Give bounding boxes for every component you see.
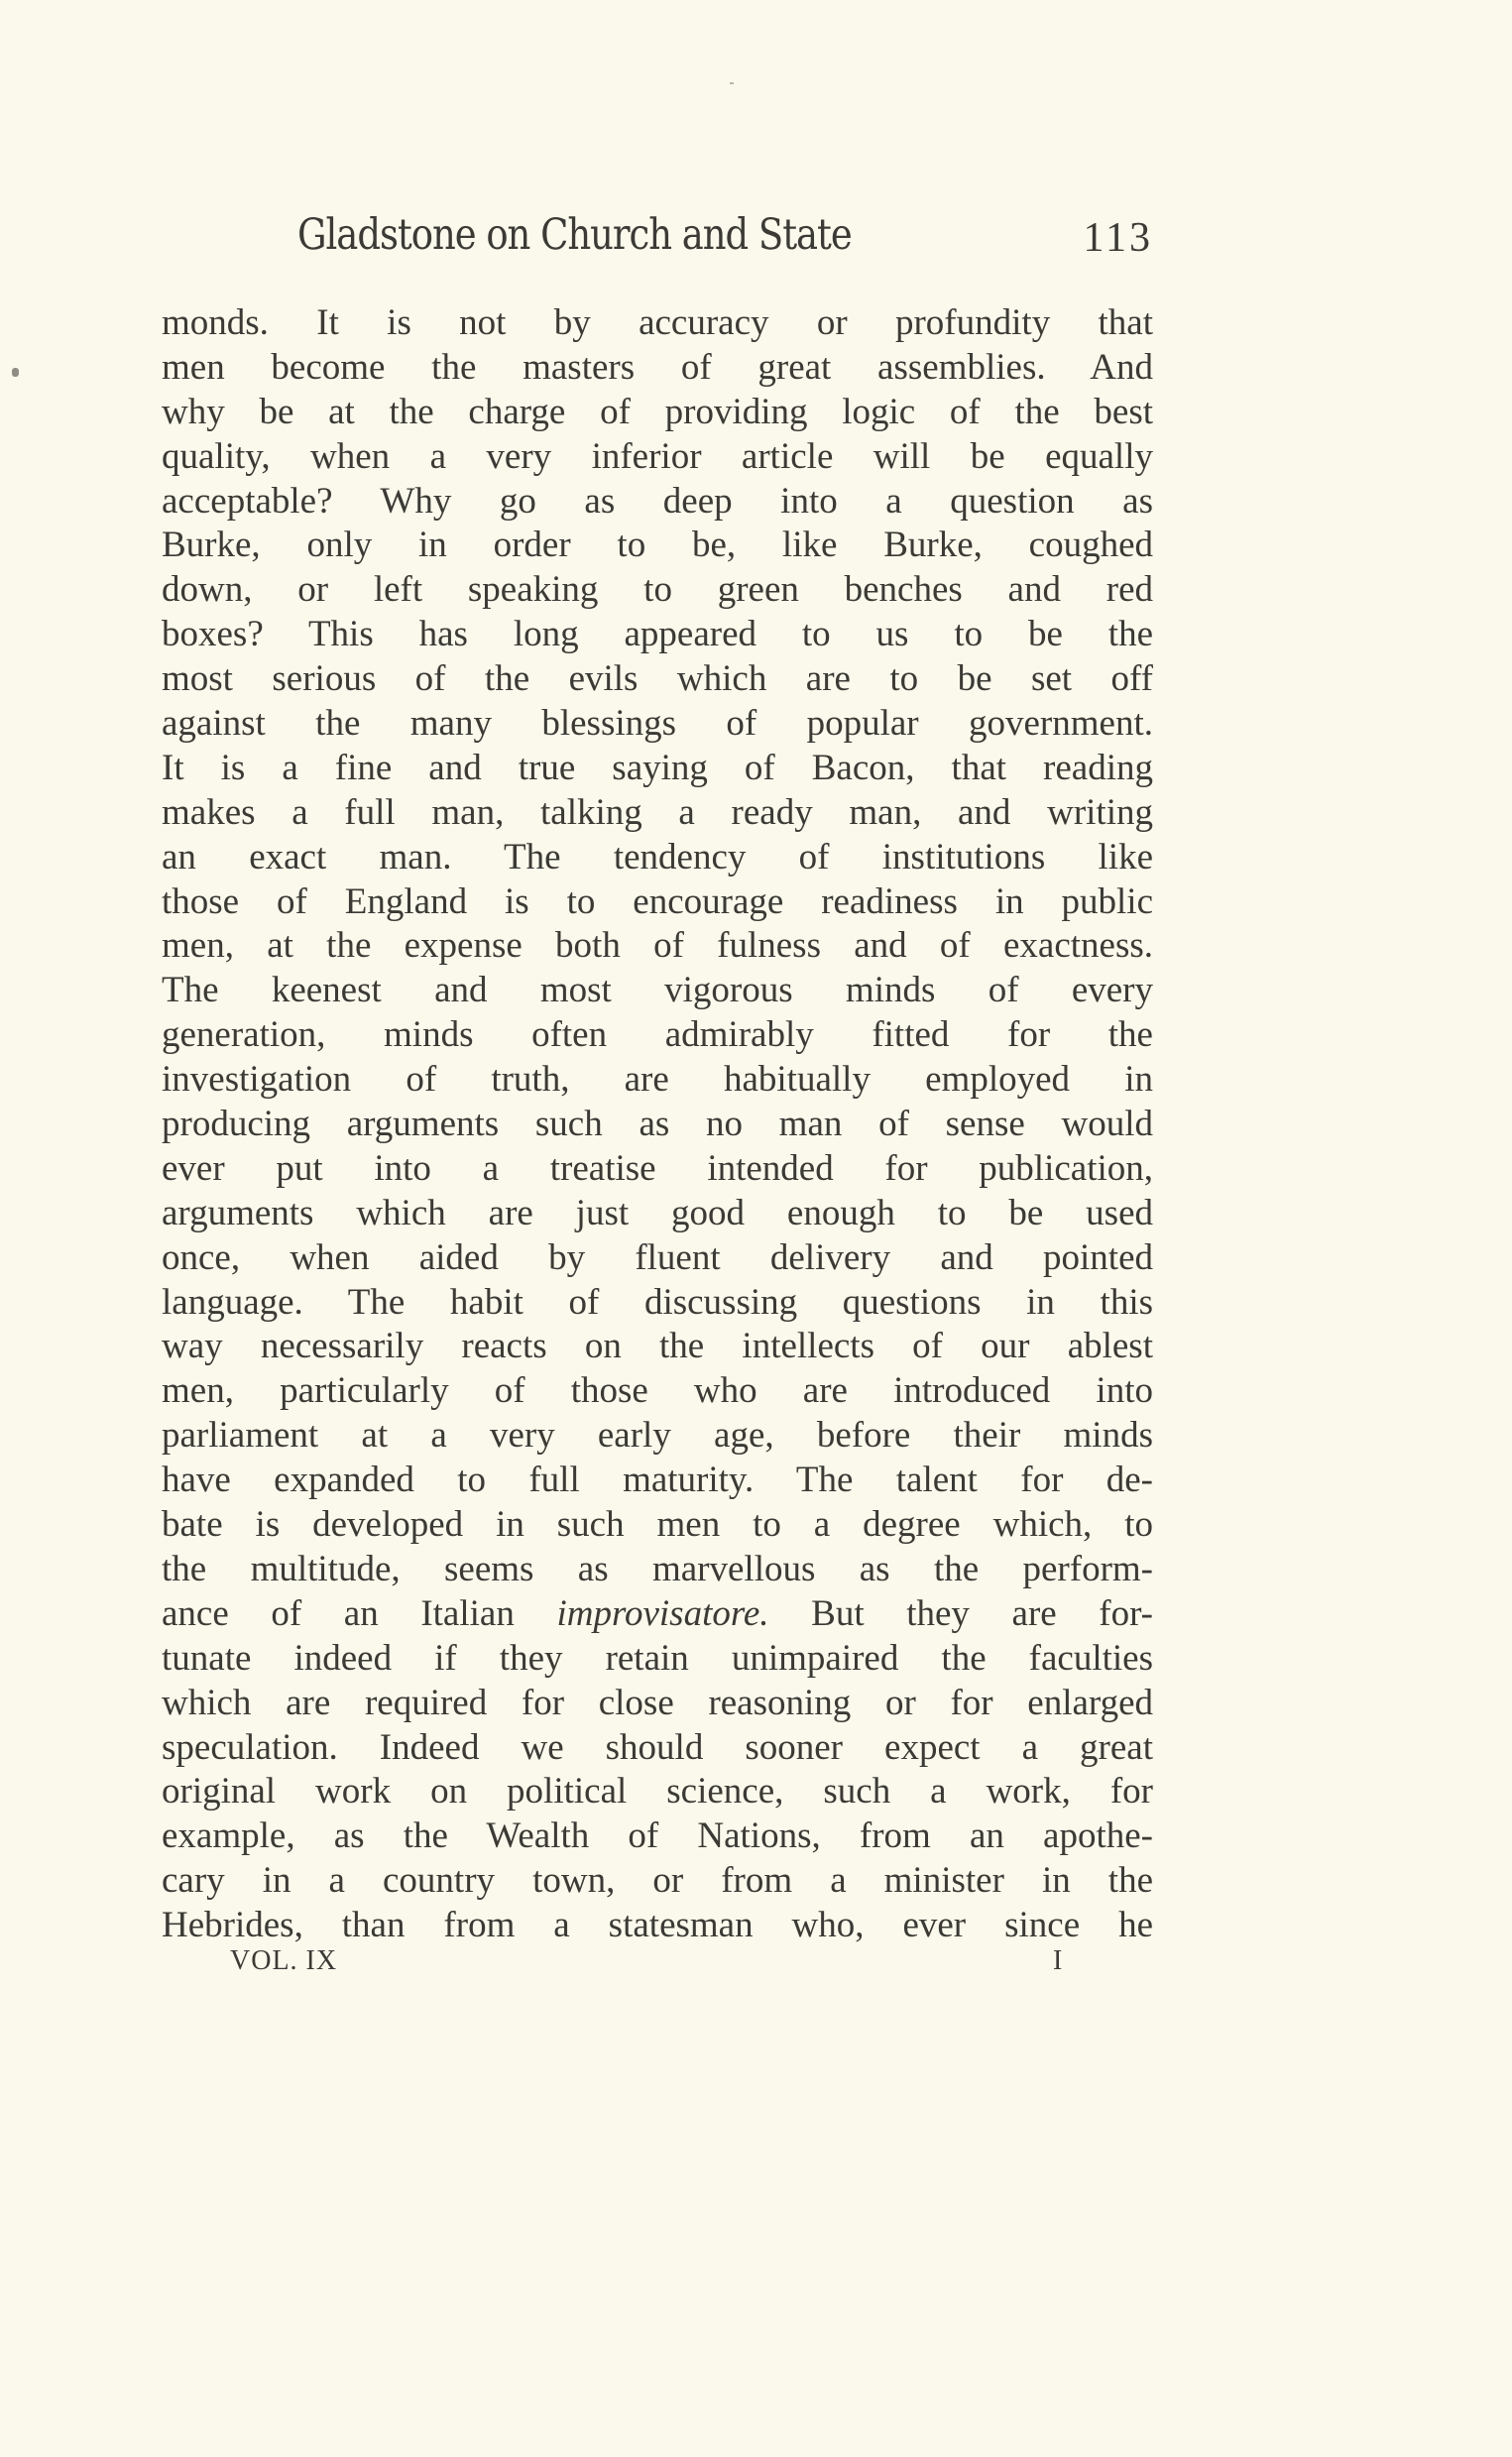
text-line: quality, when a very inferior article will be equally xyxy=(162,435,1153,477)
text-line: boxes? This has long appeared to us to be the xyxy=(162,614,1153,655)
paper-speck xyxy=(730,82,734,84)
page-number: 113 xyxy=(1083,215,1153,261)
text-line: speculation. Indeed we should sooner expect a great xyxy=(162,1726,1153,1768)
text-line: investigation of truth, are habitually employed in xyxy=(162,1059,1153,1101)
text-line: Burke, only in order to be, like Burke, coughed xyxy=(162,525,1153,566)
italic-term: improvisatore. xyxy=(556,1592,769,1634)
text-line: way necessarily reacts on the intellects of our ablest xyxy=(162,1326,1153,1367)
text-line: parliament at a very early age, before their minds xyxy=(162,1415,1153,1457)
text-line: those of England is to encourage readiness in public xyxy=(162,880,1153,922)
body-text xyxy=(162,301,1153,1948)
text-line: ever put into a treatise intended for publication, xyxy=(162,1147,1153,1189)
text-line-with-italic xyxy=(162,1592,1153,1637)
text-line: arguments which are just good enough to be used xyxy=(162,1192,1153,1233)
text-line: down, or left speaking to green benches and red xyxy=(162,569,1153,611)
text-line: against the many blessings of popular government. xyxy=(162,703,1153,745)
volume-signature: VOL. IX xyxy=(230,1945,338,1976)
text-line: most serious of the evils which are to be set off xyxy=(162,658,1153,700)
page-footer xyxy=(230,1945,1073,1985)
text-line: original work on political science, such a work, for xyxy=(162,1771,1153,1813)
text-line: example, as the Wealth of Nations, from an apothe- xyxy=(162,1815,1153,1857)
text-line: men become the masters of great assemblies. And xyxy=(162,346,1153,388)
text-line: once, when aided by fluent delivery and pointed xyxy=(162,1236,1153,1278)
running-head xyxy=(297,210,1155,270)
text-line: generation, minds often admirably fitted for the xyxy=(162,1014,1153,1056)
text-line: It is a fine and true saying of Bacon, that reading xyxy=(162,747,1153,788)
text-line: an exact man. The tendency of institutions like xyxy=(162,836,1153,878)
text-line: have expanded to full maturity. The talent for de- xyxy=(162,1460,1153,1501)
text-line: producing arguments such as no man of sense would xyxy=(162,1104,1153,1145)
margin-ink-mark xyxy=(12,368,19,377)
text-line: language. The habit of discussing questions in this xyxy=(162,1281,1153,1323)
text-segment: ance of an Italian xyxy=(162,1592,557,1634)
text-line: The keenest and most vigorous minds of every xyxy=(162,970,1153,1011)
text-line: makes a full man, talking a ready man, and writing xyxy=(162,791,1153,833)
text-line: acceptable? Why go as deep into a question as xyxy=(162,480,1153,522)
text-line: the multitude, seems as marvellous as the perform- xyxy=(162,1548,1153,1589)
text-line: cary in a country town, or from a minister in the xyxy=(162,1860,1153,1902)
text-line: tunate indeed if they retain unimpaired the faculties xyxy=(162,1637,1153,1679)
text-line: Hebrides, than from a statesman who, ever since he xyxy=(162,1905,1153,1946)
text-line: men, particularly of those who are introduced into xyxy=(162,1370,1153,1412)
text-line: monds. It is not by accuracy or profundity that xyxy=(162,302,1153,343)
running-head-title: Gladstone on Church and State xyxy=(297,210,852,260)
text-segment: But they are for- xyxy=(768,1592,1154,1634)
text-line: why be at the charge of providing logic of the best xyxy=(162,391,1153,432)
sheet-signature: I xyxy=(1053,1945,1064,1976)
text-line: men, at the expense both of fulness and of exactness. xyxy=(162,925,1153,967)
text-line: bate is developed in such men to a degree which, to xyxy=(162,1504,1153,1546)
text-line: which are required for close reasoning or for enlarged xyxy=(162,1682,1153,1723)
